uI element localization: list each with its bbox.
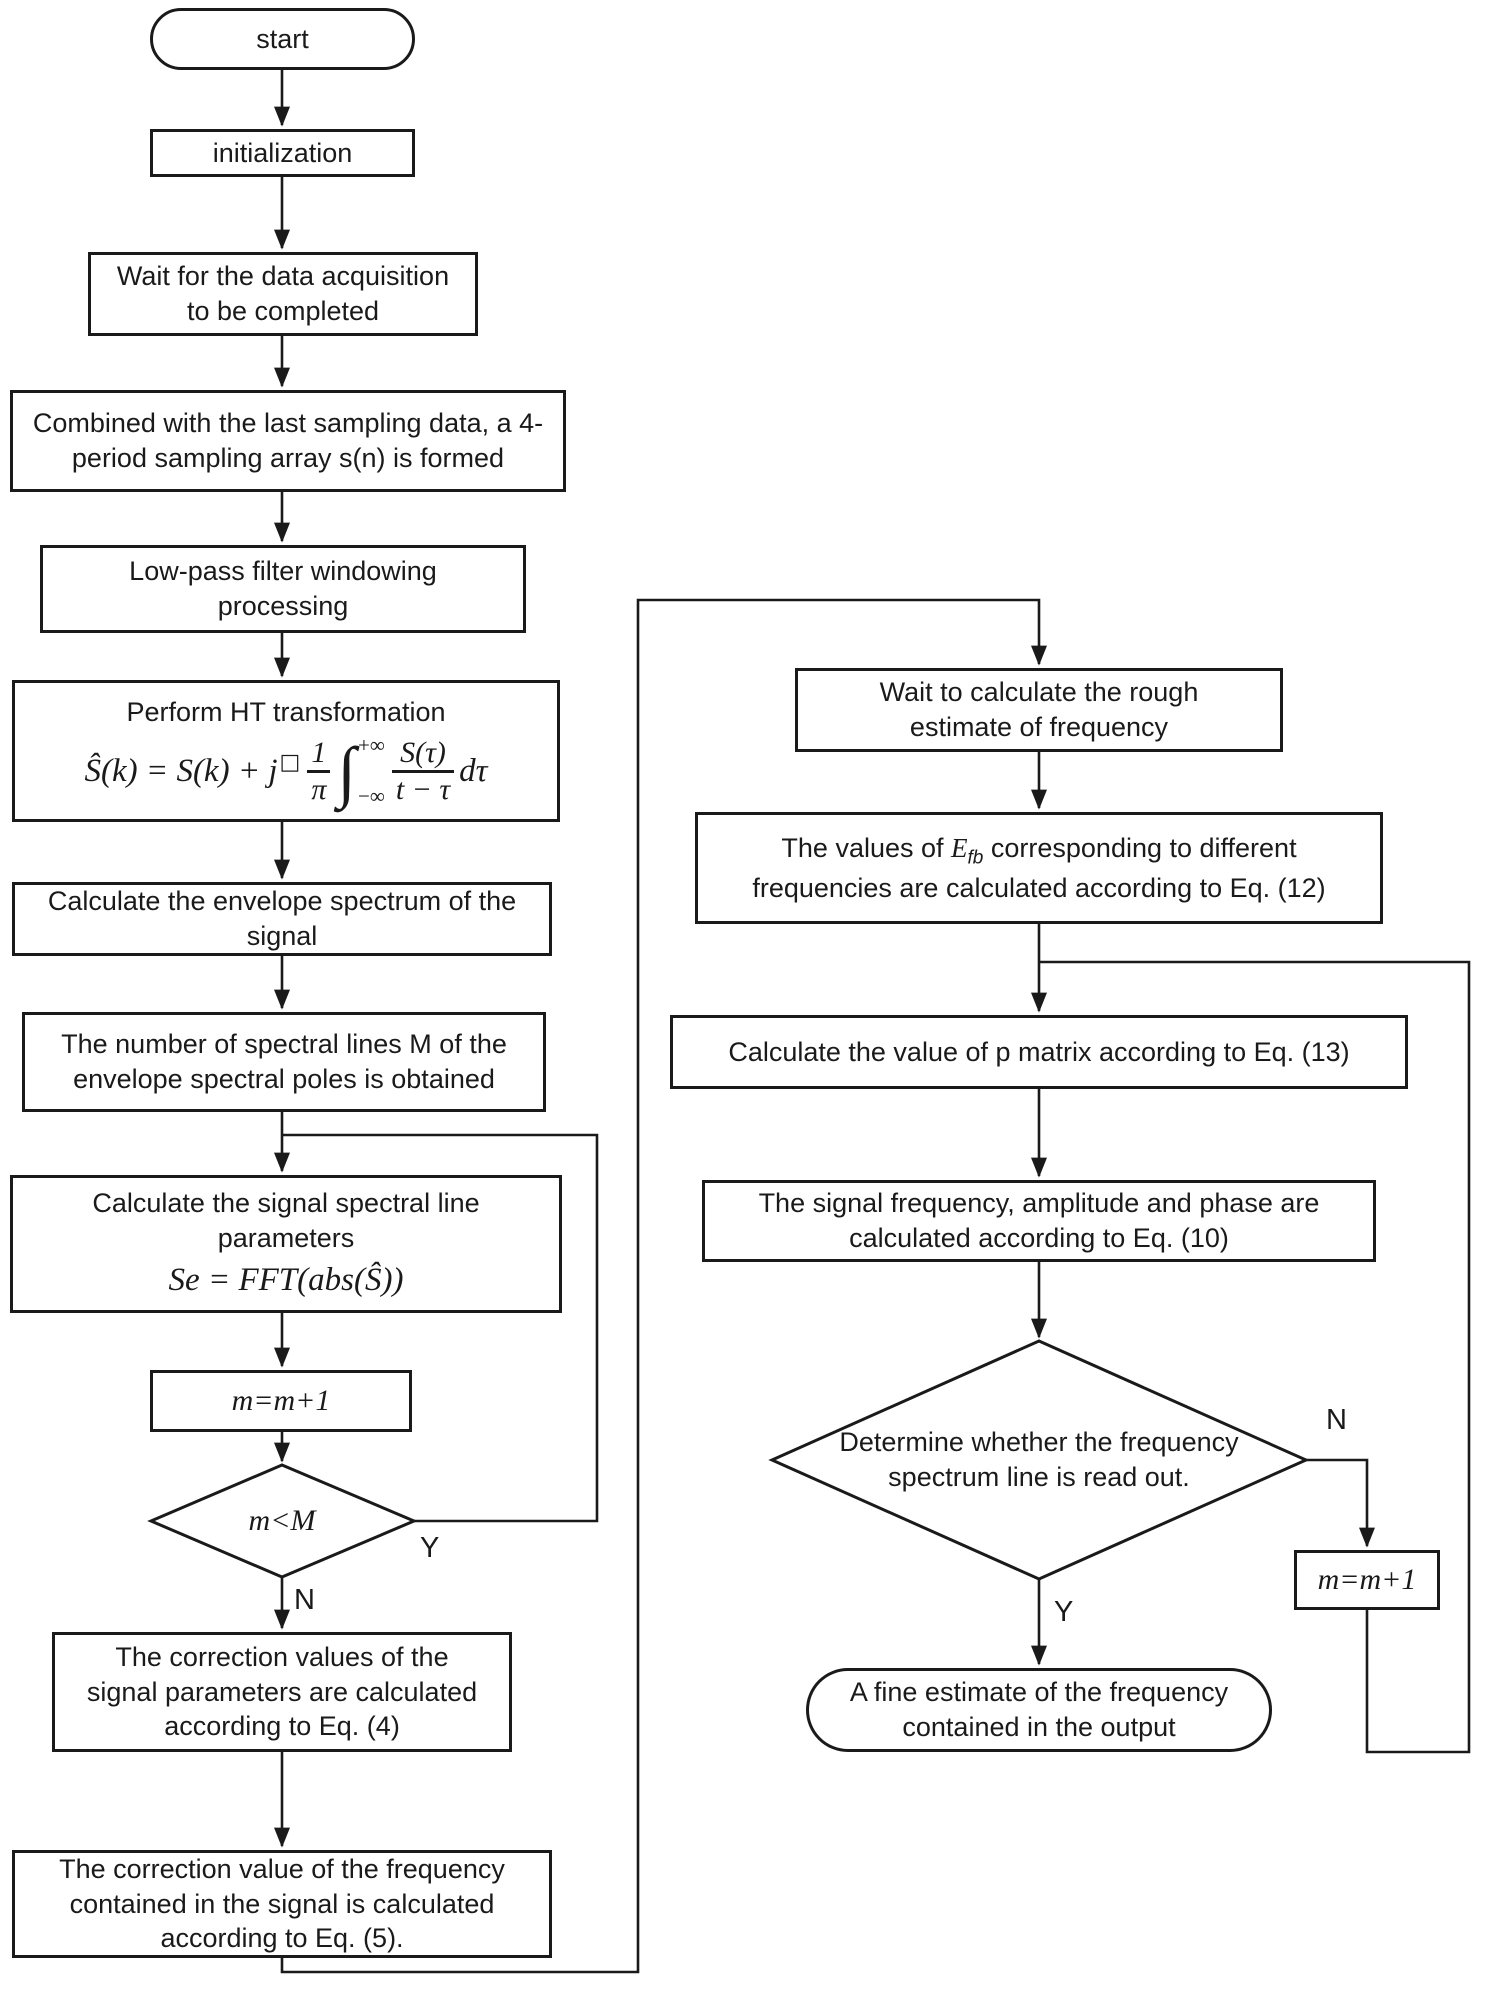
label-no-right: N (1326, 1404, 1347, 1436)
frac-numerator: 1 (311, 736, 327, 770)
integral-limits (358, 735, 385, 807)
node-m-increment-left: m=m+1 (150, 1370, 412, 1432)
node-spectral-lines-count: The number of spectral lines M of the envelope spectral poles is obtained (22, 1012, 546, 1112)
ht-formula-integral (337, 732, 385, 809)
node-wait-rough-estimate (795, 668, 1283, 752)
node-p-matrix: Calculate the value of p matrix according to Eq. (13) (670, 1015, 1408, 1089)
integral-glyph: ∫ (337, 732, 356, 809)
efb-subscript: fb (967, 847, 984, 869)
node-freq-amp-phase: The signal frequency, amplitude and phase are calculated according to Eq. (10) (702, 1180, 1376, 1262)
node-m-increment-right: m=m+1 (1294, 1550, 1440, 1610)
node-combined-sampling: Combined with the last sampling data, a 4-period sampling array s(n) is formed (10, 390, 566, 492)
integral-lower-limit: −∞ (357, 784, 385, 809)
node-spectral-params (10, 1175, 562, 1313)
efb-text-pre: The values of (781, 832, 952, 863)
label-yes-left: Y (420, 1532, 440, 1564)
diamond-m-condition-label: m<M (248, 1504, 316, 1537)
node-ht-transform (12, 680, 560, 822)
integral-upper-limit: +∞ (357, 733, 385, 758)
label-yes-right: Y (1054, 1596, 1074, 1628)
node-start: start (150, 8, 415, 70)
node-fine-estimate (806, 1668, 1272, 1752)
node-envelope-spectrum: Calculate the envelope spectrum of the signal (12, 882, 552, 956)
spectral-params-title: Calculate the signal spectral line parameters (92, 1188, 480, 1253)
node-correction-frequency: The correction value of the frequency contained in the signal is calculated according to Eq. (5). (12, 1850, 552, 1958)
efb-text (710, 831, 1368, 905)
frac-numerator: S(τ) (400, 736, 446, 770)
se-formula: Se = FFT(abs(Ŝ)) (168, 1262, 404, 1299)
label-no-left: N (294, 1584, 315, 1616)
ht-formula-lhs: Ŝ(k) = S(k) + j (84, 753, 278, 790)
node-efb-values (695, 812, 1383, 924)
efb-symbol: E (951, 832, 968, 863)
node-initialization: initialization (150, 129, 415, 177)
frac-denominator: π (307, 770, 330, 807)
node-correction-params (52, 1632, 512, 1752)
node-lowpass (40, 545, 526, 633)
frac-denominator: t − τ (392, 770, 454, 807)
node-wait-acquisition: Wait for the data acquisition to be completed (88, 252, 478, 336)
connector-diamond-mincrement-no (1306, 1460, 1367, 1546)
ht-formula-frac-stau (392, 736, 454, 806)
diamond-determine-label: Determine whether the frequency spectrum line is read out. (839, 1427, 1239, 1492)
lowpass-label: Low-pass filter windowing processing (129, 556, 437, 621)
fine-estimate-label: A fine estimate of the frequency contained in the output (849, 1677, 1229, 1742)
ht-title: Perform HT transformation (126, 696, 446, 727)
wait-rough-label: Wait to calculate the rough estimate of frequency (879, 677, 1199, 742)
efb-text-post: corresponding to different frequencies are calculated according to Eq. (12) (752, 832, 1326, 903)
ht-formula (84, 732, 488, 809)
ht-formula-frac-1-over-pi (307, 736, 330, 806)
correction-params-label: The correction values of the signal parameters are calculated according to Eq. (4) (86, 1642, 478, 1742)
ht-formula-box-glyph: □ (279, 750, 301, 776)
ht-formula-dtau: dτ (459, 753, 488, 790)
